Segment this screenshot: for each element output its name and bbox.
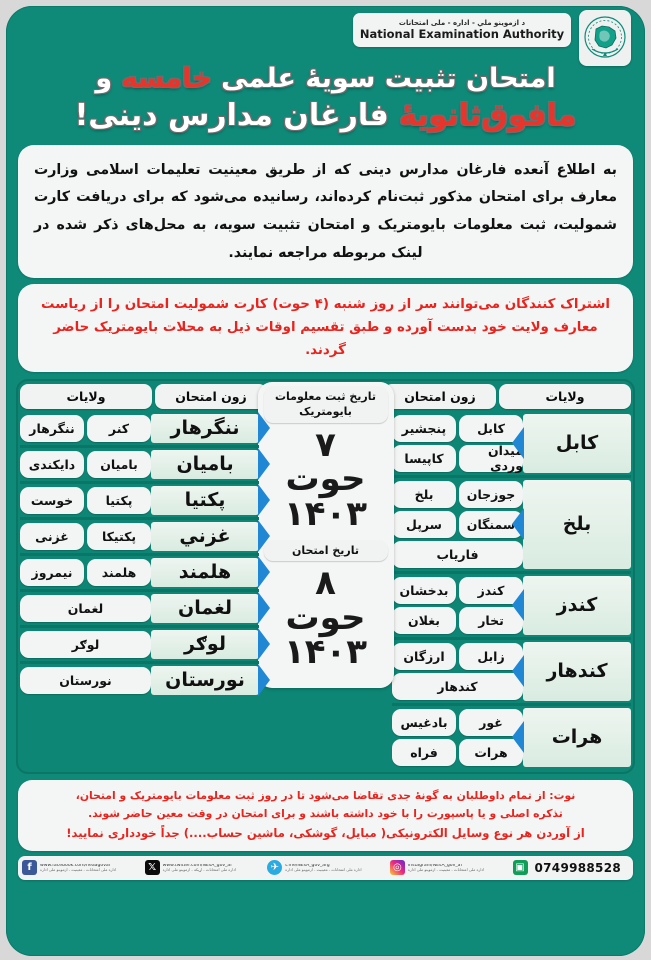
right-zone-column	[392, 412, 631, 769]
poster-title	[6, 62, 645, 141]
zone-group	[20, 664, 259, 697]
province-cell[interactable]: نیمروز	[20, 559, 84, 586]
nea-badge-icon: ▣	[513, 860, 528, 875]
province-cell[interactable]: فراه	[392, 739, 456, 766]
zone-group	[392, 640, 631, 706]
province-cell[interactable]: هلمند	[87, 559, 151, 586]
zone-group	[392, 412, 631, 478]
notice-text: اشتراک کنندگان می‌توانند سر از روز شنبه (۴ حوت) کارت شمولیت امتحان را از ریاست معارف ولایت خود بدست آورده و طبق تقسیم اوقات ذیل به محلات بایومتریک حاضر گردند.	[41, 296, 610, 359]
social-link-url: instagram/NEsA_gov_af	[407, 863, 463, 868]
header-provinces-right: ولایات	[499, 384, 631, 409]
province-rows	[20, 484, 151, 517]
announcement-card	[18, 145, 633, 278]
province-rows	[392, 574, 523, 637]
zone-group	[20, 592, 259, 628]
notice-card	[18, 284, 633, 372]
note-line-3: از آوردن هر نوع وسایل الکترونیکی( مبایل، گوشکی، ماشین حساب....) جداً خودداری نمایید!	[66, 825, 585, 840]
zone-name-cell[interactable]: غزني	[151, 522, 259, 551]
province-cell[interactable]: بادغیس	[392, 709, 456, 736]
province-cell[interactable]: پکتیکا	[87, 523, 151, 550]
biometric-year: ۱۴۰۳	[283, 493, 367, 534]
zone-group	[20, 628, 259, 664]
province-cell[interactable]: سمنگان	[459, 511, 523, 538]
biometric-date-value	[264, 423, 388, 540]
note-line-1: نوت: از تمام داوطلبان به گونهٔ جدی تقاضا می‌شود تا در روز ثبت معلومات بایومتریک و امتحان،	[75, 788, 576, 802]
province-cell[interactable]: کندهار	[392, 673, 523, 700]
table-row	[392, 673, 523, 700]
zone-arrow-icon	[258, 592, 270, 624]
zone-arrow-icon	[258, 412, 270, 444]
zone-arrow-icon	[258, 556, 270, 588]
schedule-table	[16, 379, 635, 774]
province-cell[interactable]: خوست	[20, 487, 84, 514]
table-row	[392, 739, 523, 766]
province-cell[interactable]: جوزجان	[459, 481, 523, 508]
telegram-icon[interactable]: ✈	[267, 860, 282, 875]
title-line-1	[22, 62, 629, 96]
poster-board	[6, 6, 645, 956]
zone-name-cell[interactable]: لغمان	[151, 594, 259, 623]
province-cell[interactable]: زابل	[459, 643, 523, 670]
province-cell[interactable]: بدخشان	[392, 577, 456, 604]
social-link-url: www.twitter.com/NEsA_gov_af	[162, 863, 232, 868]
authority-name-dari: د ازموینو ملي - اداره - ملی امتحانات	[398, 19, 526, 28]
note-line-2: تذکره اصلی و یا پاسپورت را با خود داشته باشند و برای امتحان در وقت معین حاضر شوند.	[88, 807, 563, 821]
province-cell[interactable]: بلخ	[392, 481, 456, 508]
table-row	[392, 445, 523, 472]
province-cell[interactable]: لغمان	[20, 595, 151, 622]
province-cell[interactable]: هرات	[459, 739, 523, 766]
zone-name-cell[interactable]: پکتیا	[151, 486, 259, 515]
province-rows	[20, 592, 151, 625]
province-cell[interactable]: کاپیسا	[392, 445, 456, 472]
province-cell[interactable]: لوګر	[20, 631, 151, 658]
social-link-dari: اداره ملی امتحانات - معینیت - ازموینو ملی اداره	[407, 868, 485, 873]
zone-name-cell[interactable]: لوګر	[151, 630, 259, 659]
zone-arrow-icon	[512, 589, 524, 621]
zone-arrow-icon	[258, 664, 270, 696]
province-cell[interactable]: ارزگان	[392, 643, 456, 670]
table-row	[392, 511, 523, 538]
social-link-url: www.facebook.com/neaagovaf	[40, 863, 111, 868]
province-cell[interactable]: بامیان	[87, 451, 151, 478]
title-line-2	[22, 96, 629, 135]
zone-name-cell[interactable]: هرات	[523, 708, 631, 767]
social-link-text	[408, 864, 484, 873]
title-line1-part1: امتحان تثبیت سویهٔ علمی	[211, 63, 556, 94]
table-row	[20, 631, 151, 658]
zone-arrow-icon	[512, 508, 524, 540]
province-rows	[392, 640, 523, 703]
table-row	[20, 523, 151, 550]
social-footer-bar	[18, 856, 633, 880]
province-rows	[392, 706, 523, 769]
title-line2-highlight: مافوق‌ثانویهٔ	[399, 97, 577, 133]
province-cell[interactable]: فاریاب	[392, 541, 523, 568]
social-link-item[interactable]	[22, 860, 142, 875]
province-cell[interactable]: ننگرهار	[20, 415, 84, 442]
authority-name-english: National Examination Authority	[359, 26, 565, 41]
biometric-date-label: تاریخ ثبت معلومات بایومتریک	[264, 386, 388, 423]
province-rows	[392, 412, 523, 475]
province-cell[interactable]: میدان وردی	[459, 445, 523, 472]
zone-arrow-icon	[258, 484, 270, 516]
facebook-icon[interactable]: f	[22, 860, 37, 875]
contact-phone: 0749988528	[534, 860, 621, 875]
province-cell[interactable]: غور	[459, 709, 523, 736]
zone-group	[20, 520, 259, 556]
zone-group	[20, 412, 259, 448]
x-twitter-icon[interactable]: 𝕏	[145, 860, 160, 875]
province-rows	[20, 556, 151, 589]
biometric-month: حوت	[285, 459, 366, 500]
zone-name-cell[interactable]: ننگرهار	[151, 414, 259, 443]
social-link-item[interactable]	[267, 860, 387, 875]
title-line1-part2: و	[95, 63, 122, 94]
table-row	[392, 577, 523, 604]
date-panel	[258, 382, 394, 688]
table-row	[392, 709, 523, 736]
instagram-icon[interactable]: ◎	[390, 860, 405, 875]
province-cell[interactable]: کنر	[87, 415, 151, 442]
zone-arrow-icon	[512, 655, 524, 687]
province-rows	[20, 448, 151, 481]
zone-name-cell[interactable]: نورستان	[151, 666, 259, 695]
table-row	[20, 595, 151, 622]
zone-arrow-icon	[512, 721, 524, 753]
province-cell[interactable]: دایکندی	[20, 451, 84, 478]
exam-date-value	[264, 561, 388, 678]
zone-name-cell[interactable]: کابل	[523, 414, 631, 473]
table-row	[20, 415, 151, 442]
zone-group	[392, 706, 631, 769]
table-row	[392, 481, 523, 508]
social-link-dari: اداره ملی امتحانات - معینیت - ازموینو ملی اداره	[285, 868, 362, 873]
title-line1-highlight: خامسه	[121, 63, 212, 94]
poster-header	[6, 6, 645, 64]
social-link-dari: اداره ملی امتحانات - اړیکه - ازموینو ملی اداره	[162, 868, 236, 873]
province-rows	[20, 520, 151, 553]
province-cell[interactable]: پکتیا	[87, 487, 151, 514]
province-cell[interactable]: نورستان	[20, 667, 151, 694]
zone-group	[20, 448, 259, 484]
header-provinces-left: ولایات	[20, 384, 152, 409]
zone-name-cell[interactable]: کندز	[523, 576, 631, 635]
zone-name-cell[interactable]: بلخ	[523, 480, 631, 569]
zone-name-cell[interactable]: بامیان	[151, 450, 259, 479]
zone-group	[392, 478, 631, 574]
zone-group	[20, 484, 259, 520]
zone-group	[392, 574, 631, 640]
province-cell[interactable]: کابل	[459, 415, 523, 442]
zone-arrow-icon	[258, 448, 270, 480]
zone-group	[20, 556, 259, 592]
social-link-text	[163, 864, 236, 873]
header-zone-left: زون امتحان	[155, 384, 267, 409]
social-link-url: t.me/NEsA_gov_afg	[285, 863, 330, 868]
social-link-item[interactable]	[390, 860, 510, 875]
zone-name-cell[interactable]: کندهار	[523, 642, 631, 701]
table-row	[20, 667, 151, 694]
province-cell[interactable]: بغلان	[392, 607, 456, 634]
exam-year: ۱۴۰۳	[283, 632, 367, 673]
table-row	[20, 559, 151, 586]
table-row	[20, 487, 151, 514]
header-zone-right: زون امتحان	[384, 384, 496, 409]
social-link-text	[40, 864, 116, 873]
province-rows	[20, 664, 151, 697]
biometric-day: ۷	[315, 424, 336, 465]
social-link-item[interactable]	[145, 860, 265, 875]
province-cell[interactable]: پنجشیر	[392, 415, 456, 442]
footer-notes	[18, 780, 633, 851]
authority-name-plate	[353, 13, 571, 47]
province-rows	[20, 628, 151, 661]
table-row	[392, 607, 523, 634]
exam-month: حوت	[285, 597, 366, 638]
table-row	[20, 451, 151, 478]
table-row	[392, 643, 523, 670]
announcement-paragraph: به اطلاع آنعده فارغان مدارس دینی که از طریق معینیت تعلیمات اسلامی وزارت معارف برای امتحان مذکور ثبت‌نام کرده‌اند، رسانیده می‌شود که برای دریافت کارت شمولیت، ثبت معلومات بایومتریک و امتحان تثبیت سویه، به محل‌های ذکر شده در لینک مربوطه مراجعه نمایند.	[34, 161, 617, 261]
social-link-dari: اداره ملی امتحانات - معینیت - ازموینو ملی اداره	[40, 868, 117, 873]
province-cell[interactable]: غزنی	[20, 523, 84, 550]
table-row	[392, 415, 523, 442]
table-row	[392, 541, 523, 568]
middle-date-column	[262, 389, 389, 769]
left-zone-column	[20, 412, 259, 769]
zone-arrow-icon	[258, 520, 270, 552]
province-cell[interactable]: سرپل	[392, 511, 456, 538]
province-rows	[392, 478, 523, 571]
zone-arrow-icon	[512, 427, 524, 459]
province-cell[interactable]: کندز	[459, 577, 523, 604]
nea-emblem-icon	[579, 10, 631, 66]
social-link-text	[285, 864, 361, 873]
zone-arrow-icon	[258, 628, 270, 660]
exam-date-label: تاریخ امتحان	[264, 540, 388, 561]
zone-name-cell[interactable]: هلمند	[151, 558, 259, 587]
province-cell[interactable]: تخار	[459, 607, 523, 634]
province-rows	[20, 412, 151, 445]
exam-day: ۸	[315, 563, 336, 604]
title-line2-part2: فارغان مدارس دینی!	[74, 97, 400, 133]
